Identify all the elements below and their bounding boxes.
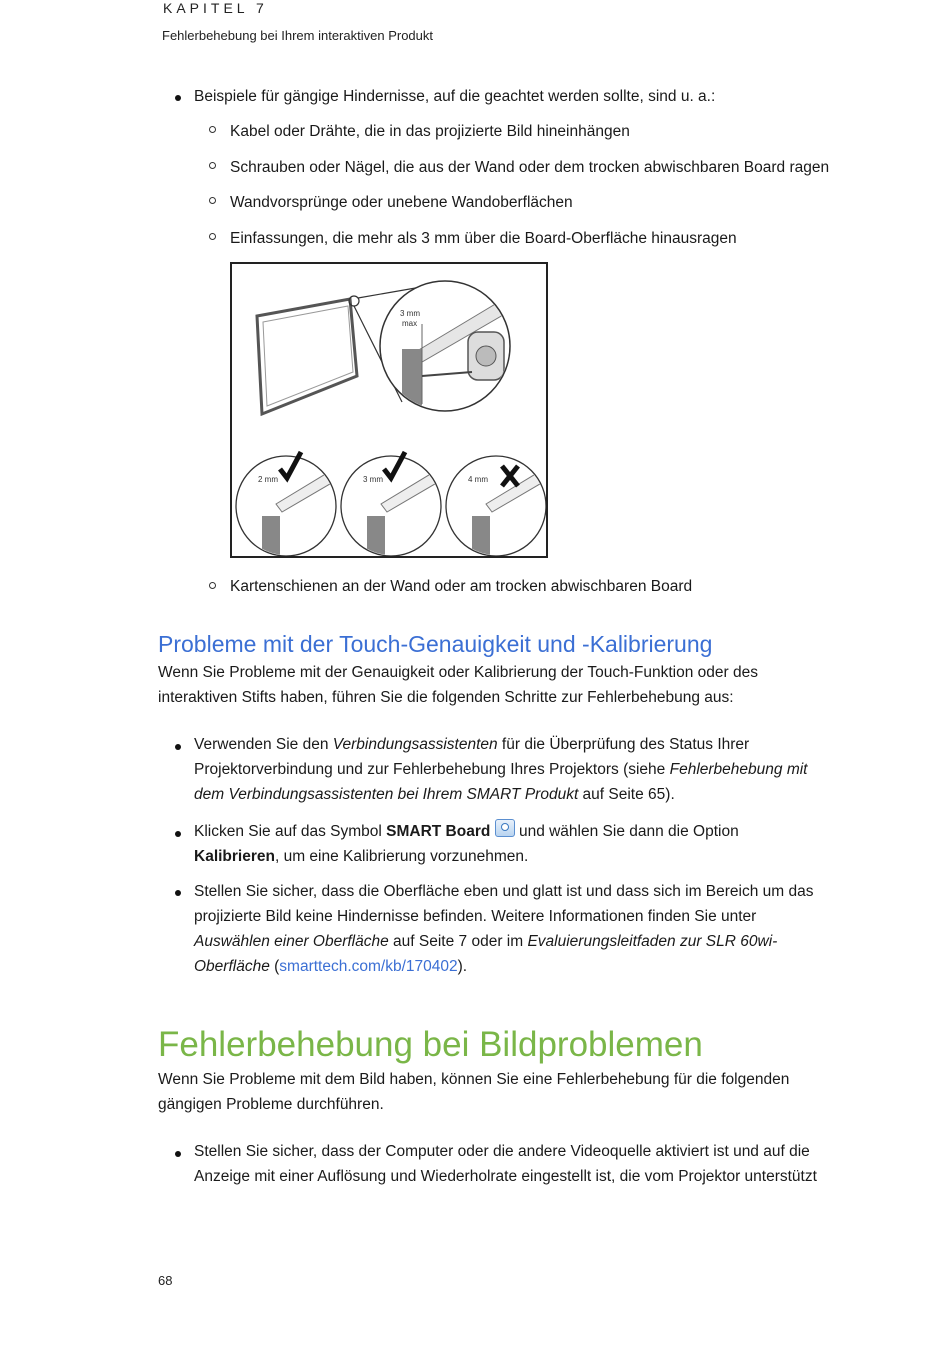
touch-intro-line: Wenn Sie Probleme mit der Genauigkeit oder Kalibrierung der Touch-Funktion oder des: [158, 664, 758, 681]
obstacles-intro: Beispiele für gängige Hindernisse, auf die geachtet werden sollte, sind u. a.:: [194, 88, 716, 105]
bullet-dot: [175, 890, 181, 896]
text-run: (: [269, 958, 280, 975]
section-heading-image: Fehlerbehebung bei Bildproblemen: [158, 1025, 703, 1064]
text-run: auf Seite 7 oder im: [388, 933, 528, 950]
touch-bullet-2: [194, 819, 739, 844]
connection-wizard-ref: Verbindungsassistenten: [332, 736, 498, 753]
cross-reference: Fehlerbehebung mit: [669, 761, 808, 778]
board-illustration: [232, 264, 546, 556]
touch-bullet-3-line4: [194, 954, 467, 979]
smart-board-icon: [495, 819, 515, 837]
touch-bullet-1-line2: [194, 757, 807, 782]
text-run: und wählen Sie dann die Option: [514, 823, 739, 840]
detail-label: 3 mm: [363, 475, 383, 484]
detail-4mm: [446, 456, 546, 556]
page-number: 68: [158, 1273, 173, 1288]
cross-reference: Oberfläche: [194, 958, 270, 975]
text-run: , um eine Kalibrierung vorzunehmen.: [274, 848, 529, 865]
bullet-dot: [175, 95, 181, 101]
cross-reference: Evaluierungsleitfaden zur SLR 60wi-: [527, 933, 778, 950]
obstacle-item: Schrauben oder Nägel, die aus der Wand oder dem trocken abwischbaren Board ragen: [230, 159, 830, 176]
obstacle-item: Kabel oder Drähte, die in das projizierte Bild hineinhängen: [230, 123, 630, 140]
chapter-subtitle: Fehlerbehebung bei Ihrem interaktiven Produkt: [162, 28, 433, 43]
bullet-dot: [175, 1151, 181, 1157]
text-run: auf Seite 65).: [578, 786, 675, 803]
touch-bullet-1-line3: [194, 782, 675, 807]
obstacle-item: Wandvorsprünge oder unebene Wandoberflächen: [230, 194, 573, 211]
detail-3mm: [341, 452, 452, 556]
text-run: Klicken Sie auf das Symbol: [194, 823, 387, 840]
text-run: Verwenden Sie den: [194, 736, 333, 753]
touch-bullet-3-line3: [194, 929, 777, 954]
obstacle-item: Einfassungen, die mehr als 3 mm über die Board-Oberfläche hinausragen: [230, 230, 737, 247]
image-intro-line: gängigen Probleme durchführen.: [158, 1096, 384, 1113]
smart-board-label: SMART Board: [386, 823, 491, 840]
image-intro-line: Wenn Sie Probleme mit dem Bild haben, können Sie eine Fehlerbehebung für die folgenden: [158, 1071, 790, 1088]
max-sub-label: max: [402, 319, 418, 328]
bullet-dot: [175, 744, 181, 750]
circle-bullet: [209, 162, 216, 169]
circle-bullet: [209, 233, 216, 240]
max-label: 3 mm: [400, 309, 420, 318]
section-heading-touch: Probleme mit der Touch-Genauigkeit und -Kalibrierung: [158, 631, 713, 657]
text-run: für die Überprüfung des Status Ihrer: [497, 736, 750, 753]
bullet-dot: [175, 831, 181, 837]
touch-bullet-3-line2: projizierte Bild keine Hindernisse befinden. Weitere Informationen finden Sie unter: [194, 908, 757, 925]
detail-label: 2 mm: [258, 475, 278, 484]
circle-bullet: [209, 582, 216, 589]
touch-bullet-1: [194, 732, 749, 757]
cross-reference: Auswählen einer Oberfläche: [194, 933, 389, 950]
circle-bullet: [209, 126, 216, 133]
cross-reference: dem Verbindungsassistenten bei Ihrem SMART Produkt: [194, 786, 579, 803]
text-run: Projektorverbindung und zur Fehlerbehebung Ihres Projektors (siehe: [194, 761, 670, 778]
obstacle-item: Kartenschienen an der Wand oder am trocken abwischbaren Board: [230, 578, 693, 595]
calibrate-label: Kalibrieren: [194, 848, 275, 865]
touch-bullet-2-line2: [194, 844, 528, 869]
detail-label: 4 mm: [468, 475, 488, 484]
obstruction-figure: [230, 262, 548, 558]
chapter-label: KAPITEL 7: [163, 0, 268, 16]
smarttech-link[interactable]: smarttech.com/kb/170402: [279, 958, 458, 975]
image-bullet-1-line2: Anzeige mit einer Auflösung und Wiederholrate eingestellt ist, die vom Projektor unterstützt: [194, 1168, 817, 1185]
circle-bullet: [209, 197, 216, 204]
detail-2mm: [236, 452, 347, 556]
touch-bullet-3: Stellen Sie sicher, dass die Oberfläche eben und glatt ist und dass sich im Bereich um das: [194, 883, 814, 900]
text-run: ).: [457, 958, 468, 975]
image-bullet-1: Stellen Sie sicher, dass der Computer oder die andere Videoquelle aktiviert ist und auf die: [194, 1143, 810, 1160]
touch-intro-line: interaktiven Stifts haben, führen Sie die folgenden Schritte zur Fehlerbehebung aus:: [158, 689, 734, 706]
